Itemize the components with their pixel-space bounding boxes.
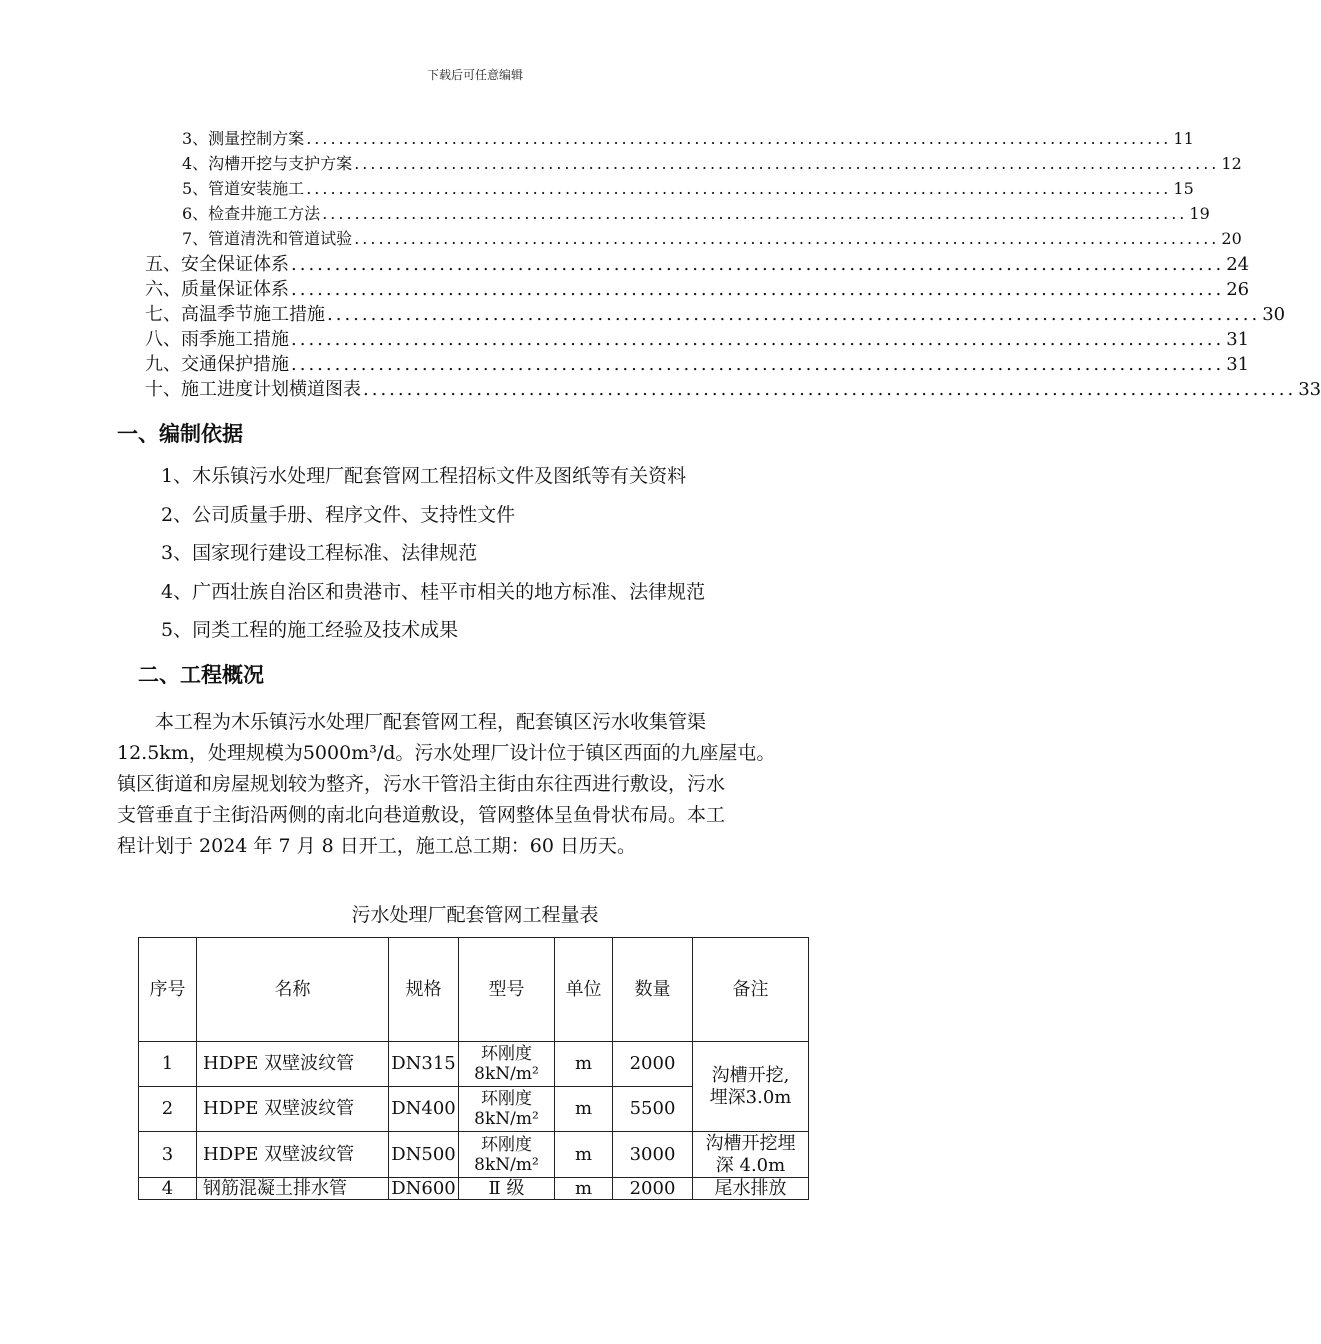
- toc-leader-dots: ...........................................................................................................: [327, 304, 1261, 325]
- cell-qty: 2000: [613, 1042, 693, 1087]
- cell-name: HDPE 双壁波纹管: [197, 1087, 389, 1132]
- toc-entry[interactable]: [182, 176, 1194, 201]
- basis-item: 4、广西壮族自治区和贵港市、桂平市相关的地方标准、法律规范: [161, 581, 706, 603]
- cell-name: HDPE 双壁波纹管: [197, 1132, 389, 1178]
- paragraph-line: 12.5km，处理规模为5000m³/d。污水处理厂设计位于镇区西面的九座屋屯。: [117, 742, 776, 764]
- cell-name: HDPE 双壁波纹管: [197, 1042, 389, 1087]
- toc-entry[interactable]: [145, 350, 1250, 375]
- toc-entry[interactable]: [145, 275, 1250, 300]
- toc-entry-label: 4、沟槽开挖与支护方案: [182, 154, 353, 173]
- cell-qty: 3000: [613, 1132, 693, 1178]
- toc-entry[interactable]: [145, 325, 1250, 350]
- paragraph-line: 本工程为木乐镇污水处理厂配套管网工程，配套镇区污水收集管渠: [117, 711, 707, 733]
- header-cell: 单位: [555, 938, 613, 1042]
- cell-spec: DN400: [389, 1087, 459, 1132]
- cell-spec: DN600: [389, 1178, 459, 1200]
- cell-spec: DN315: [389, 1042, 459, 1087]
- basis-item: 3、国家现行建设工程标准、法律规范: [161, 542, 478, 564]
- basis-item: 2、公司质量手册、程序文件、支持性文件: [161, 504, 516, 526]
- toc-leader-dots: ...........................................................................................................: [306, 129, 1172, 148]
- paragraph-line: 支管垂直于主街沿两侧的南北向巷道敷设，管网整体呈鱼骨状布局。本工: [117, 804, 726, 826]
- cell-model: [459, 1087, 555, 1132]
- cell-unit: m: [555, 1132, 613, 1178]
- toc-entry-label: 7、管道清洗和管道试验: [182, 229, 353, 248]
- toc-leader-dots: ...........................................................................................................: [291, 354, 1225, 375]
- toc-entry-label: 六、质量保证体系: [145, 279, 289, 300]
- model-line: 8kN/m²: [474, 1109, 539, 1129]
- paragraph-line: 镇区街道和房屋规划较为整齐，污水干管沿主街由东往西进行敷设，污水: [117, 773, 726, 795]
- model-line: 8kN/m²: [474, 1154, 539, 1175]
- toc-entry-page: 31: [1226, 329, 1250, 350]
- toc-entry-page: 24: [1226, 254, 1250, 275]
- toc-entry-label: 七、高温季节施工措施: [145, 304, 325, 325]
- table-row: [139, 1132, 809, 1178]
- toc-leader-dots: ...........................................................................................................: [322, 204, 1188, 223]
- table-title: 污水处理厂配套管网工程量表: [351, 904, 599, 926]
- section-heading-overview: 二、工程概况: [138, 663, 264, 687]
- toc-entry-label: 3、测量控制方案: [182, 129, 305, 148]
- toc-entry-label: 八、雨季施工措施: [145, 329, 289, 350]
- cell-qty: 2000: [613, 1178, 693, 1200]
- header-cell: 数量: [613, 938, 693, 1042]
- toc-entry-label: 6、检查井施工方法: [182, 204, 321, 223]
- cell-no: 4: [139, 1178, 197, 1200]
- toc-entry-page: 30: [1262, 304, 1286, 325]
- basis-item: 1、木乐镇污水处理厂配套管网工程招标文件及图纸等有关资料: [161, 465, 687, 487]
- table-row: [139, 1042, 809, 1087]
- quantity-table: [138, 937, 809, 1200]
- toc-entry-page: 20: [1221, 229, 1242, 248]
- toc-entry[interactable]: [182, 151, 1242, 176]
- toc-leader-dots: ...........................................................................................................: [291, 254, 1225, 275]
- model-line: 环刚度: [481, 1134, 532, 1155]
- cell-no: 1: [139, 1042, 197, 1087]
- toc-entry-label: 九、交通保护措施: [145, 354, 289, 375]
- toc-entry-page: 19: [1189, 204, 1210, 223]
- cell-unit: m: [555, 1042, 613, 1087]
- section-heading-basis: 一、编制依据: [117, 422, 243, 446]
- cell-no: 3: [139, 1132, 197, 1178]
- cell-note: 沟槽开挖埋深 4.0m: [693, 1132, 809, 1178]
- toc-entry-label: 十、施工进度计划横道图表: [145, 379, 361, 400]
- toc-entry[interactable]: [182, 201, 1210, 226]
- toc-entry[interactable]: [145, 250, 1250, 275]
- header-cell: 名称: [197, 938, 389, 1042]
- cell-note: 尾水排放: [693, 1178, 809, 1200]
- toc-leader-dots: ...........................................................................................................: [306, 179, 1172, 198]
- model-line: 环刚度: [481, 1089, 532, 1109]
- cell-note: 沟槽开挖,埋深3.0m: [693, 1042, 809, 1132]
- toc-entry-page: 31: [1226, 354, 1250, 375]
- toc-leader-dots: ...........................................................................................................: [354, 154, 1220, 173]
- header-cell: 备注: [693, 938, 809, 1042]
- cell-name: 钢筋混凝土排水管: [197, 1178, 389, 1200]
- model-line: 8kN/m²: [474, 1064, 539, 1084]
- header-note: 下载后可任意编辑: [426, 68, 523, 82]
- toc-entry-page: 26: [1226, 279, 1250, 300]
- table-header-row: [139, 938, 809, 1042]
- cell-no: 2: [139, 1087, 197, 1132]
- toc-entry[interactable]: [145, 300, 1286, 325]
- header-cell: 型号: [459, 938, 555, 1042]
- toc-entry[interactable]: [145, 375, 1321, 400]
- table-row: [139, 1178, 809, 1200]
- model-line: 环刚度: [481, 1044, 532, 1064]
- basis-item: 5、同类工程的施工经验及技术成果: [161, 619, 459, 641]
- toc-entry-label: 5、管道安装施工: [182, 179, 305, 198]
- cell-unit: m: [555, 1087, 613, 1132]
- header-cell: 规格: [389, 938, 459, 1042]
- paragraph-line: 程计划于 2024 年 7 月 8 日开工，施工总工期：60 日历天。: [117, 835, 636, 857]
- toc-leader-dots: ...........................................................................................................: [363, 379, 1297, 400]
- cell-model: Ⅱ 级: [459, 1178, 555, 1200]
- cell-unit: m: [555, 1178, 613, 1200]
- toc-leader-dots: ...........................................................................................................: [291, 279, 1225, 300]
- toc-entry[interactable]: [182, 126, 1194, 151]
- toc-entry-page: 33: [1298, 379, 1321, 400]
- cell-spec: DN500: [389, 1132, 459, 1178]
- toc-leader-dots: ...........................................................................................................: [291, 329, 1225, 350]
- cell-model: [459, 1132, 555, 1178]
- toc-entry[interactable]: [182, 226, 1242, 251]
- header-cell: 序号: [139, 938, 197, 1042]
- toc-entry-page: 12: [1221, 154, 1242, 173]
- toc-leader-dots: ...........................................................................................................: [354, 229, 1220, 248]
- cell-model: [459, 1042, 555, 1087]
- overview-paragraph: [117, 707, 857, 862]
- cell-qty: 5500: [613, 1087, 693, 1132]
- toc-entry-label: 五、安全保证体系: [145, 254, 289, 275]
- toc-entry-page: 11: [1173, 129, 1194, 148]
- toc-entry-page: 15: [1173, 179, 1194, 198]
